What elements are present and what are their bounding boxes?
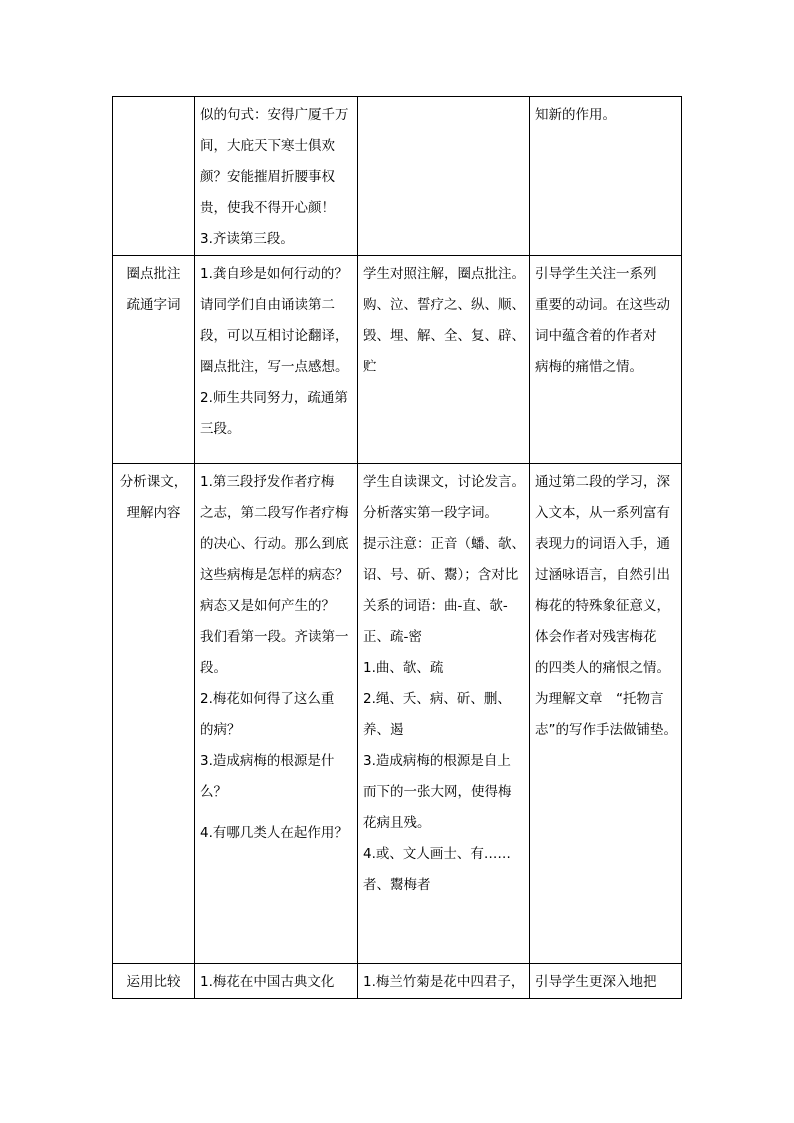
student-activity-cell xyxy=(358,256,530,464)
text-line: 学生对照注解，圈点批注。 xyxy=(363,266,525,282)
table-row xyxy=(113,464,682,964)
text-line: 的病？ xyxy=(200,722,241,738)
table-row xyxy=(113,256,682,464)
teacher-activity-cell xyxy=(195,256,358,464)
text-line: 表现力的词语入手，通 xyxy=(535,536,670,552)
text-line: 知新的作用。 xyxy=(535,107,616,123)
student-activity-cell xyxy=(358,464,530,964)
text-line: 段，可以互相讨论翻译， xyxy=(200,328,349,344)
text-line: 贵，使我不得开心颜！ xyxy=(200,200,335,216)
text-line: 圈点批注 xyxy=(126,266,181,282)
text-line: 段。 xyxy=(200,660,227,676)
text-line: 运用比较 xyxy=(126,974,181,990)
text-line: 似的句式：安得广厦千万 xyxy=(200,107,349,123)
text-line: 2.绳、夭、病、斫、删、 xyxy=(363,691,511,707)
text-line: 请同学们自由诵读第二 xyxy=(200,297,335,313)
text-line: 的四类人的痛恨之情。 xyxy=(535,660,670,676)
text-line: 过涵咏语言，自然引出 xyxy=(535,567,670,583)
text-line: 关系的词语：曲-直、欹- xyxy=(363,598,508,614)
text-line: 1.梅花在中国古典文化 xyxy=(200,974,335,990)
text-line: 我们看第一段。齐读第一 xyxy=(200,629,349,645)
text-line: 病态又是如何产生的？ xyxy=(200,598,335,614)
text-line: 颜？安能摧眉折腰事权 xyxy=(200,169,335,185)
text-line: 毁、埋、解、全、复、辟、 xyxy=(363,328,525,344)
text-line: 引导学生更深入地把 xyxy=(535,974,657,990)
text-line: 引导学生关注一系列 xyxy=(535,266,657,282)
design-intent-cell xyxy=(530,256,682,464)
spacer xyxy=(200,808,352,818)
text-line: 3.造成病梅的根源是自上 xyxy=(363,753,511,769)
text-line: 1.梅兰竹菊是花中四君子， xyxy=(363,974,525,990)
text-line: 病梅的痛惜之情。 xyxy=(535,359,643,375)
stage-cell xyxy=(113,964,195,999)
text-line: 1.龚自珍是如何行动的？ xyxy=(200,266,348,282)
text-line: 体会作者对残害梅花 xyxy=(535,629,657,645)
student-activity-cell xyxy=(358,97,530,256)
text-line: 通过第二段的学习，深 xyxy=(535,474,670,490)
text-line: 圈点批注，写一点感想。 xyxy=(200,359,349,375)
text-line: 1.曲、欹、疏 xyxy=(363,660,444,676)
text-line: 之志，第二段写作者疗梅 xyxy=(200,505,349,521)
design-intent-cell xyxy=(530,964,682,999)
text-line: 三段。 xyxy=(200,421,241,437)
text-line: 3.齐读第三段。 xyxy=(200,231,294,247)
text-line: 养、遏 xyxy=(363,722,404,738)
text-line: 3.造成病梅的根源是什 xyxy=(200,753,335,769)
text-line: 为理解文章 “托物言 xyxy=(535,691,664,707)
text-line: 重要的动词。在这些动 xyxy=(535,297,670,313)
text-line: 疏通字词 xyxy=(126,297,181,313)
text-line: 梅花的特殊象征意义， xyxy=(535,598,670,614)
text-line: 分析课文， xyxy=(119,474,188,490)
table-row xyxy=(113,97,682,256)
text-line: 的决心、行动。那么到底 xyxy=(200,536,349,552)
text-line: 学生自读课文，讨论发言。 xyxy=(363,474,525,490)
stage-cell xyxy=(113,464,195,964)
text-line: 4.或、文人画士、有…… xyxy=(363,846,511,862)
text-line: 正、疏-密 xyxy=(363,629,422,645)
lesson-plan-table xyxy=(112,96,682,999)
text-line: 么？ xyxy=(200,784,227,800)
text-line: 这些病梅是怎样的病态？ xyxy=(200,567,349,583)
text-line: 购、泣、誓疗之、纵、顺、 xyxy=(363,297,525,313)
teacher-activity-cell xyxy=(195,464,358,964)
text-line: 者、鬻梅者 xyxy=(363,877,431,893)
text-line: 4.有哪几类人在起作用？ xyxy=(200,825,348,841)
stage-cell xyxy=(113,256,195,464)
text-line: 2.梅花如何得了这么重 xyxy=(200,691,335,707)
text-line: 诏、号、斫、鬻）；含对比 xyxy=(363,567,519,583)
teacher-activity-cell xyxy=(195,97,358,256)
design-intent-cell xyxy=(530,464,682,964)
text-line: 1.第三段抒发作者疗梅 xyxy=(200,474,335,490)
text-line: 贮 xyxy=(363,359,377,375)
text-line: 花病且残。 xyxy=(363,815,431,831)
text-line: 而下的一张大网，使得梅 xyxy=(363,784,512,800)
table-row xyxy=(113,964,682,999)
text-line: 间，大庇天下寒士俱欢 xyxy=(200,138,335,154)
text-line: 理解内容 xyxy=(126,505,181,521)
text-line: 志”的写作手法做铺垫。 xyxy=(535,722,677,738)
text-line: 入文本，从一系列富有 xyxy=(535,505,670,521)
text-line: 提示注意：正音（蟠、欹、 xyxy=(363,536,525,552)
text-line: 分析落实第一段字词。 xyxy=(363,505,498,521)
student-activity-cell xyxy=(358,964,530,999)
text-line: 词中蕴含着的作者对 xyxy=(535,328,657,344)
design-intent-cell xyxy=(530,97,682,256)
teacher-activity-cell xyxy=(195,964,358,999)
stage-cell xyxy=(113,97,195,256)
text-line: 2.师生共同努力，疏通第 xyxy=(200,390,348,406)
